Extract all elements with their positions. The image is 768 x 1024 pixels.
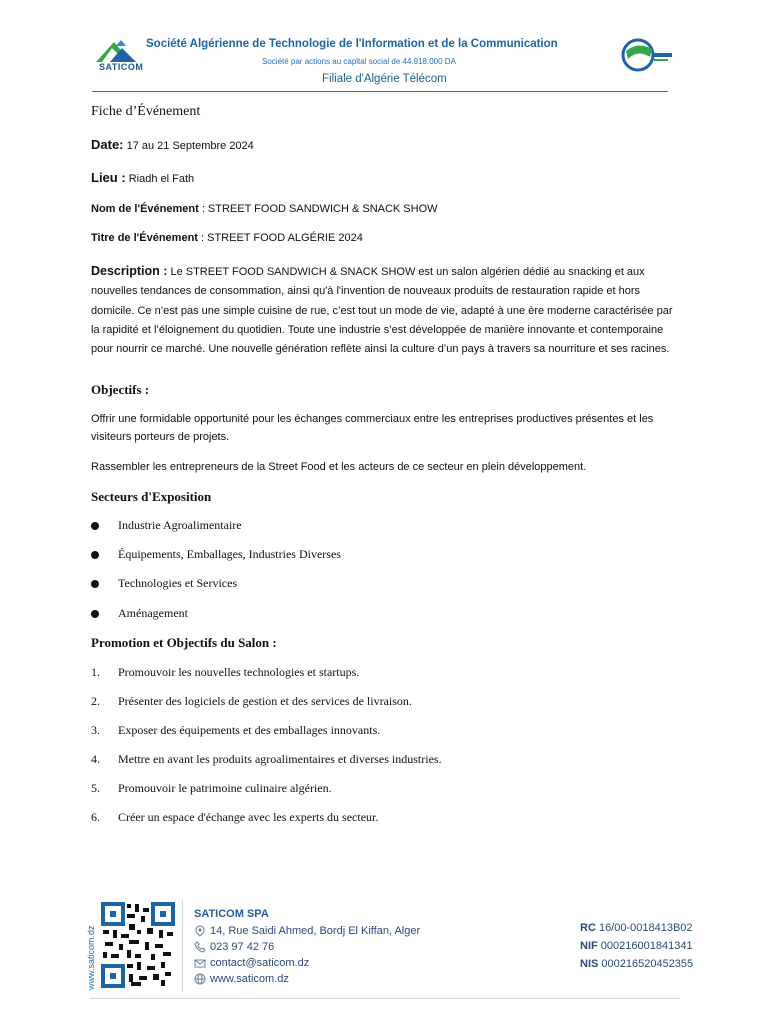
date-value: 17 au 21 Septembre 2024 — [126, 140, 254, 152]
description-paragraph — [91, 262, 681, 359]
company-name: Société Algérienne de Technologie de l'Information et de la Communication — [146, 38, 558, 50]
document-title: Fiche d’Événement — [91, 104, 201, 119]
header-divider — [92, 91, 668, 92]
lieu-label: Lieu : — [91, 170, 126, 185]
footer-rc: RC 16/00-0018413B02 — [580, 922, 693, 934]
bullet-icon — [91, 580, 99, 588]
objectifs-paragraph-1: Offrir une formidable opportunité pour les échanges commerciaux entre les entreprises productives présentes et les visiteurs porteurs de projets. — [91, 413, 654, 443]
bullet-icon — [91, 522, 99, 530]
event-title-value: : STREET FOOD ALGÉRIE 2024 — [197, 232, 363, 244]
footer-website[interactable]: www.saticom.dz — [194, 973, 289, 987]
footer-phone: 023 97 42 76 — [194, 941, 274, 955]
phone-icon — [194, 941, 206, 953]
footer-nis: NIS 000216520452355 — [580, 958, 694, 970]
description-label: Description : — [91, 264, 168, 278]
objectifs-paragraph-2: Rassembler les entrepreneurs de la Street Food et les acteurs de ce secteur en plein développement. — [91, 461, 587, 473]
footer-address: 14, Rue Saidi Ahmed, Bordj El Kiffan, Alger — [194, 925, 420, 939]
event-name-value: : STREET FOOD SANDWICH & SNACK SHOW — [198, 203, 438, 215]
algerie-telecom-logo — [620, 37, 672, 77]
subsidiary-line: Filiale d'Algérie Télécom — [322, 73, 447, 85]
bullet-icon — [91, 610, 99, 618]
email-icon — [194, 957, 206, 969]
promotion-heading: Promotion et Objectifs du Salon : — [91, 635, 277, 650]
footer-email[interactable]: contact@saticom.dz — [194, 957, 309, 971]
event-name-field — [91, 203, 438, 215]
footer-bottom-rule — [90, 998, 680, 999]
qr-caption: www.saticom.dz — [86, 925, 96, 990]
lieu-value: Riadh el Fath — [128, 173, 195, 185]
qr-code[interactable] — [101, 902, 175, 988]
company-capital: Société par actions au capital social de 44.918.000 DA — [262, 57, 456, 66]
location-icon — [194, 925, 206, 937]
footer-company-name: SATICOM SPA — [194, 908, 269, 920]
footer-divider — [182, 900, 183, 992]
event-title-field — [91, 232, 363, 244]
event-name-label: Nom de l'Événement — [91, 203, 199, 215]
bullet-icon — [91, 551, 99, 559]
footer-nif: NIF 000216001841341 — [580, 940, 693, 952]
date-label: Date: — [91, 137, 124, 152]
lieu-field — [91, 170, 194, 185]
globe-icon — [194, 973, 206, 985]
description-text: Le STREET FOOD SANDWICH & SNACK SHOW est un salon algérien dédié au snacking et aux nouvelles tendances de consommation, ainsi qu'à l'invention de nouveaux produits de restauration rapide et hors domicile. Ce n’est pas une simple cuisine de rue, c’est tout un mode de vie, adapté à une ère moderne caractérisée par la rapidité et l’éloignement du quotidien. Toute une industrie s’est développée de manière innovante et contemporaine pour nourrir ce marché. Une nouvelle génération reflète ainsi la culture d’un pays à travers sa nourriture et ses racines. — [91, 266, 673, 356]
date-field — [91, 137, 254, 152]
event-title-label: Titre de l'Événement — [91, 232, 198, 244]
brand-name: SATICOM — [99, 62, 144, 72]
secteurs-heading: Secteurs d'Exposition — [91, 489, 212, 504]
objectifs-heading: Objectifs : — [91, 382, 150, 397]
